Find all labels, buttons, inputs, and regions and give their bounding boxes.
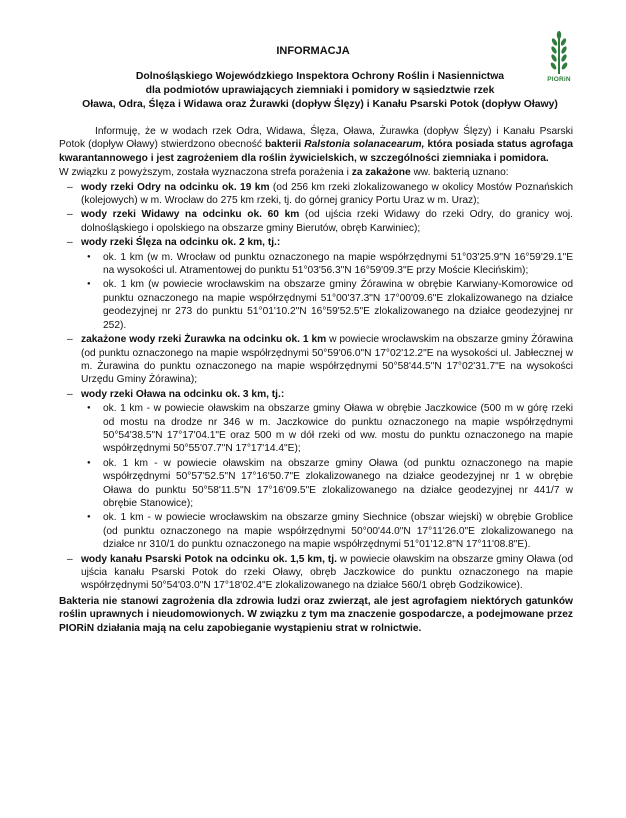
header-line-3: Oława, Odra, Ślęza i Widawa oraz Żurawki (dopływ Ślęzy) i Kanału Psarski Potok (dopływ Oławy)	[82, 99, 558, 110]
document-body	[59, 125, 573, 635]
zone-paragraph	[59, 166, 573, 179]
final-paragraph: Bakteria nie stanowi zagrożenia dla zdrowia ludzi oraz zwierząt, ale jest agrofagiem niektórych gatunków roślin uprawnych i nieudomowionych. W związku z tym ma znaczenie gospodarcze, a podejmowane przez PIORiN działania mają na celu zapobieganie wystąpieniu strat w rolnictwie.	[59, 595, 573, 634]
list-item-widawa	[59, 208, 573, 235]
list-item-olawa	[59, 388, 573, 552]
zurawka-text: w powiecie wrocławskim na obszarze gminy Żórawina (od punktu oznaczonego na mapie współrzędnymi 50°59'06.0"N 17°02'12.2"E na wysokości ul. Jabłecznej w m. Żurawina do punktu oznaczonego na mapie współrzędnymi 50°58'44.5"N 17°02'31.7"E na wysokości Urzędu Gminy Żórawina);	[81, 334, 573, 386]
intro-bold-2: która posiada status agrofaga kwarantannowego i jest zagrożeniem dla roślin żywicielskich, w szczególności ziemniaka i pomidora.	[59, 139, 573, 164]
list-item-psarski	[59, 553, 573, 593]
list-item-sleza	[59, 236, 573, 332]
olawa-subitem-3: ● ok. 1 km - w powiecie wrocławskim na obszarze gminy Siechnice (obszar wiejski) w obrębie Groblice (od punktu oznaczonego na mapie współrzędnymi 50°00'44.0"N 17°11'26.0"E zlokalizowanego na działce nr 310/1 do punktu oznaczonego na mapie współrzędnymi 51°01'12.8"N 17°11'08.8"E).	[81, 511, 573, 551]
olawa-sublist	[81, 402, 573, 551]
header-line-2: dla podmiotów uprawiających ziemniaki i pomidory w sąsiedztwie rzek	[145, 85, 495, 96]
widawa-text: (od ujścia rzeki Widawy do rzeki Odry, do granicy woj. dolnośląskiego i opolskiego na obszarze gminy Bierutów, obręb Karwiniec);	[81, 209, 573, 234]
sleza-sublist	[81, 251, 573, 332]
olawa-subitem-2: ● ok. 1 km - w powiecie oławskim na obszarze gminy Oława (od punktu oznaczonego na mapie współrzędnymi 50°57'52.5"N 17°16'50.7"E zlokalizowanego na działce geodezyjnej nr 1 w obrębie Oława do punktu 50°58'11.5"N 17°16'09.5"E zlokalizowanego na działce geodezyjnej nr 441/7 w obrębie Stanowice);	[81, 457, 573, 511]
zurawka-bold-1: zakażone	[81, 334, 127, 346]
infected-waters-list	[59, 181, 573, 593]
odra-text: (od 256 km rzeki zlokalizowanego w okolicy Mostów Poznańskich (kolejowych) w m. Wrocław do 275 km rzeki, tj. do górnej granicy Portu Uraz w m. Uraz);	[81, 181, 573, 207]
sleza-title: wody rzeki Ślęza na odcinku ok. 2 km, tj.:	[81, 237, 281, 249]
intro-paragraph	[59, 125, 573, 165]
widawa-title: wody rzeki Widawy na odcinku ok. 60 km	[81, 209, 300, 221]
odra-title: wody rzeki Odry na odcinku ok. 19 km	[81, 181, 270, 193]
intro-bold-1: bakterii	[264, 139, 305, 151]
list-item-odra	[59, 181, 573, 208]
olawa-subitem-1: ● ok. 1 km - w powiecie oławskim na obszarze gminy Oława w obrębie Jaczkowice (500 m w górę rzeki od mostu na drodze nr 346 w m. Jaczkowice do punktu oznaczonego na mapie współrzędnymi 50°54'38.5"N 17°17'04.1"E oraz 500 m w dół rzeki od ww. mostu do punktu oznaczonego na mapie współrzędnymi 50°55'07.7"N 17°17'14.4"E);	[81, 402, 573, 456]
zone-text-2: ww. bakterią uznano:	[410, 167, 509, 179]
sleza-subitem-2: ● ok. 1 km (w powiecie wrocławskim na obszarze gminy Żórawina w obrębie Karwiany-Komorowice od punktu oznaczonego na mapie współrzędnymi 51°00'37.3"N 17°00'09.6"E zlokalizowanego na działce geodezyjnej nr 273 do punktu 51°01'10.2"N 16°59'52.5"E zlokalizowanego na działce geodezyjnej nr 252).	[81, 278, 573, 332]
intro-text: Informuję, że w wodach rzek Odra, Widawa, Ślęza, Oława, Żurawka (dopływ Ślęzy) i Kanału Psarski Potok (dopływ Oławy) stwierdzono obecność	[59, 126, 573, 151]
species-name: Ralstonia solanacearum,	[304, 139, 425, 151]
list-item-zurawka	[59, 333, 573, 387]
psarski-text: w powiecie oławskim na obszarze gminy Oława (od ujścia kanału Psarski Potok do rzeki Oławy, obręb Jaczkowice do punktu oznaczonego na mapie współrzędnymi 50°54'03.0"N 17°18'02.4"E zlokalizowanego na działce 560/1 obręb Godzikowice).	[81, 553, 573, 592]
sleza-subitem-1: ● ok. 1 km (w m. Wrocław od punktu oznaczonego na mapie współrzędnymi 51°03'25.9"N 16°59'29.1"E na wysokości ul. Atramentowej do punktu 51°03'56.3"N 16°59'09.3"E przy Moście Klecińskim);	[81, 251, 573, 278]
zone-bold: za zakażone	[351, 167, 411, 179]
psarski-title: wody kanału Psarski Potok na odcinku ok. 1,5 km, tj.	[81, 553, 337, 565]
document-title: INFORMACJA	[276, 45, 350, 57]
logo-text: PIORiN	[547, 76, 571, 83]
header-line-1: Dolnośląskiego Wojewódzkiego Inspektora Ochrony Roślin i Nasiennictwa	[135, 71, 505, 82]
zurawka-title: wody rzeki Żurawka na odcinku ok. 1 km	[129, 334, 327, 346]
zone-text-1: W związku z powyższym, została wyznaczona strefa porażenia i	[59, 167, 352, 179]
olawa-title: wody rzeki Oława na odcinku ok. 3 km, tj.:	[81, 388, 285, 400]
